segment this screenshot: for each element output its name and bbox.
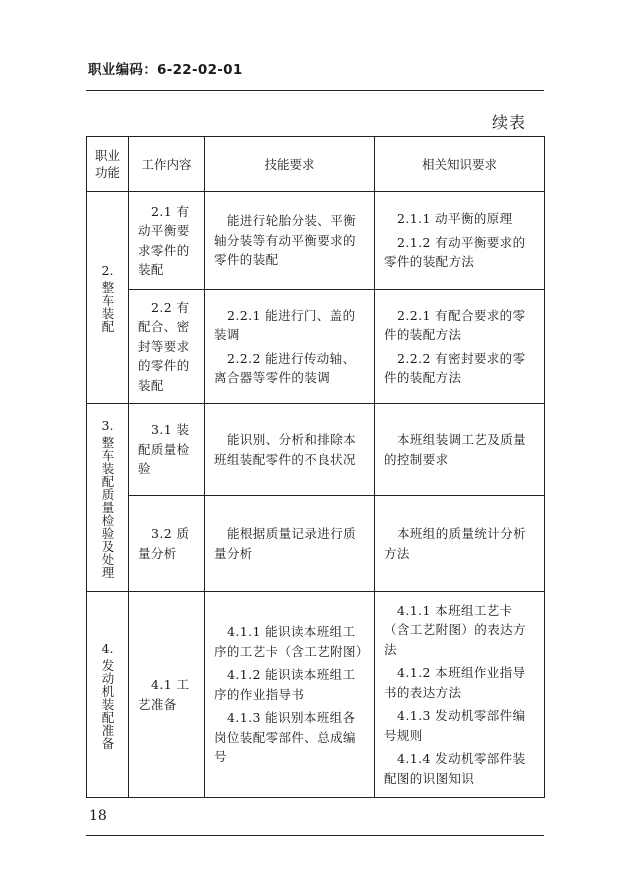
function-cell: 2. 整车装配 bbox=[87, 192, 129, 404]
skills-table bbox=[86, 136, 545, 798]
skills-cell: 4.1.1 能识读本班组工序的工艺卡（含工艺附图） 4.1.2 能识读本班组工序的作业指导书 4.1.3 能识别本班组各岗位装配零部件、总成编号 bbox=[205, 592, 375, 798]
knowledge-cell: 本班组装调工艺及质量的控制要求 bbox=[375, 404, 545, 496]
knowledge-cell: 4.1.1 本班组工艺卡（含工艺附图）的表达方法 4.1.2 本班组作业指导书的表达方法 4.1.3 发动机零部件编号规则 4.1.4 发动机零部件装配图的识图知识 bbox=[375, 592, 545, 798]
table-row bbox=[87, 592, 545, 798]
header-content: 工作内容 bbox=[129, 137, 205, 192]
page-number: 18 bbox=[89, 808, 107, 824]
content-cell: 3.1 装配质量检验 bbox=[129, 404, 205, 496]
content-cell: 4.1 工艺准备 bbox=[129, 592, 205, 798]
content-cell: 2.1 有动平衡要求零件的装配 bbox=[129, 192, 205, 290]
skills-cell: 能识别、分析和排除本班组装配零件的不良状况 bbox=[205, 404, 375, 496]
skills-cell: 能根据质量记录进行质量分析 bbox=[205, 496, 375, 592]
table-header-row bbox=[87, 137, 545, 192]
function-cell: 4. 发动机装配准备 bbox=[87, 592, 129, 798]
function-cell: 3. 整车装配质量检验及处理 bbox=[87, 404, 129, 592]
knowledge-cell: 2.2.1 有配合要求的零件的装配方法 2.2.2 有密封要求的零件的装配方法 bbox=[375, 290, 545, 404]
content-cell: 3.2 质量分析 bbox=[129, 496, 205, 592]
continued-label: 续表 bbox=[492, 113, 527, 132]
occupation-code: 职业编码：6-22-02-01 bbox=[88, 62, 243, 78]
footer-rule bbox=[86, 835, 544, 836]
table-row bbox=[87, 192, 545, 290]
skills-cell: 能进行轮胎分装、平衡轴分装等有动平衡要求的零件的装配 bbox=[205, 192, 375, 290]
content-cell: 2.2 有配合、密封等要求的零件的装配 bbox=[129, 290, 205, 404]
knowledge-cell: 本班组的质量统计分析方法 bbox=[375, 496, 545, 592]
header-skills: 技能要求 bbox=[205, 137, 375, 192]
header-rule bbox=[86, 90, 544, 91]
table-row bbox=[87, 290, 545, 404]
knowledge-cell: 2.1.1 动平衡的原理 2.1.2 有动平衡要求的零件的装配方法 bbox=[375, 192, 545, 290]
header-knowledge: 相关知识要求 bbox=[375, 137, 545, 192]
header-function: 职业功能 bbox=[87, 137, 129, 192]
skills-cell: 2.2.1 能进行门、盖的装调 2.2.2 能进行传动轴、离合器等零件的装调 bbox=[205, 290, 375, 404]
table-row bbox=[87, 404, 545, 496]
table-row bbox=[87, 496, 545, 592]
